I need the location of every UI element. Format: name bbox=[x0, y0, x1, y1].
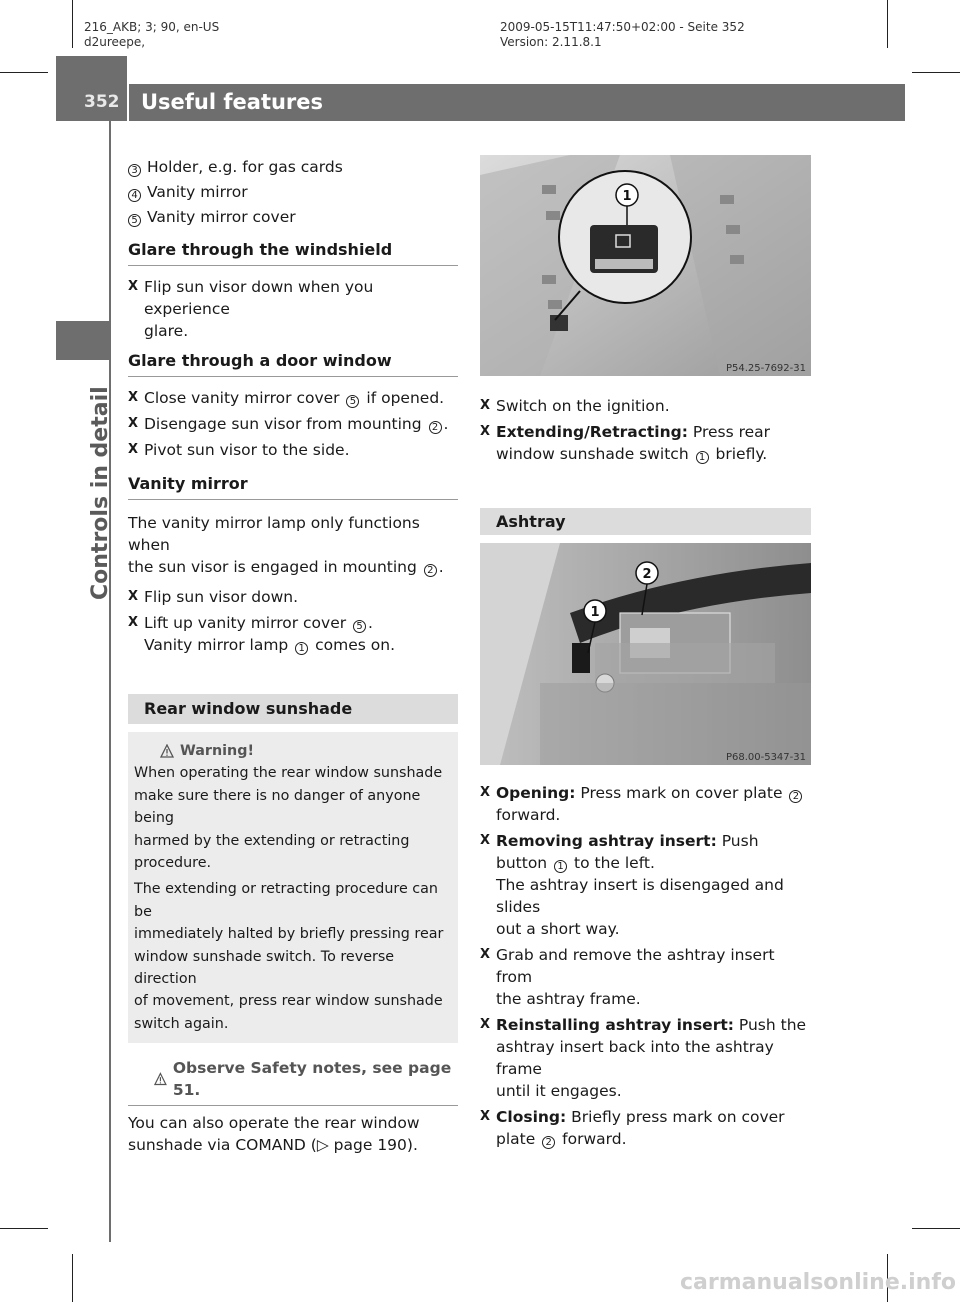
step-text: the ashtray frame. bbox=[496, 990, 641, 1008]
callout-number: 2 bbox=[789, 790, 802, 803]
step-text: comes on. bbox=[315, 636, 396, 654]
warning-title: Warning! bbox=[180, 743, 254, 759]
instruction-step bbox=[128, 439, 458, 461]
sunshade-switch-photo bbox=[480, 155, 811, 376]
step-text: window sunshade switch bbox=[496, 445, 689, 463]
callout-number: 2 bbox=[429, 421, 442, 434]
text-line: When operating the rear window sunshade bbox=[134, 765, 443, 782]
callout-number: 5 bbox=[346, 395, 359, 408]
print-meta-left bbox=[84, 20, 219, 50]
instruction-step bbox=[480, 1014, 815, 1102]
photo-caption: P68.00-5347-31 bbox=[725, 752, 806, 763]
callout-number: 1 bbox=[696, 451, 709, 464]
legend-text: Vanity mirror bbox=[147, 183, 248, 201]
instruction-step bbox=[480, 830, 815, 940]
section-box-heading: Rear window sunshade bbox=[128, 694, 458, 724]
paragraph bbox=[128, 512, 458, 578]
step-label: Closing: bbox=[496, 1108, 567, 1126]
callout-number: 2 bbox=[424, 564, 437, 577]
step-text: forward. bbox=[496, 806, 561, 824]
legend-item bbox=[128, 181, 458, 206]
step-text: glare. bbox=[144, 322, 189, 340]
text-line: the sun visor is engaged in mounting bbox=[128, 558, 417, 576]
instruction-step bbox=[480, 944, 815, 1010]
meta-line: d2ureepe, bbox=[84, 35, 146, 49]
step-label: Opening: bbox=[496, 784, 576, 802]
step-label: Reinstalling ashtray insert: bbox=[496, 1016, 734, 1034]
instruction-step bbox=[480, 782, 815, 826]
text-line: of movement, press rear window sunshade bbox=[134, 993, 443, 1010]
right-column-bottom bbox=[480, 782, 815, 1154]
page-title: Useful features bbox=[141, 90, 324, 114]
legend-item bbox=[128, 156, 458, 181]
step-text: Briefly press mark on cover bbox=[571, 1108, 785, 1126]
legend-list bbox=[128, 156, 458, 231]
step-label: Removing ashtray insert: bbox=[496, 832, 717, 850]
left-column bbox=[128, 156, 458, 1156]
text-line: switch again. bbox=[134, 1015, 229, 1032]
meta-line: 2009-05-15T11:47:50+02:00 - Seite 352 bbox=[500, 20, 745, 34]
crop-mark bbox=[887, 0, 888, 48]
section-tab-label: Controls in detail bbox=[88, 386, 113, 600]
step-text: to the left. bbox=[574, 854, 655, 872]
step-marker-icon: X bbox=[480, 398, 491, 413]
step-text: out a short way. bbox=[496, 920, 620, 938]
section-heading: Vanity mirror bbox=[128, 473, 458, 500]
print-meta-right bbox=[500, 20, 745, 50]
text-line: immediately halted by briefly pressing rear bbox=[134, 926, 444, 943]
warning-box bbox=[128, 732, 458, 1043]
step-text: Push bbox=[721, 832, 759, 850]
instruction-step bbox=[128, 612, 458, 656]
section-heading: Glare through a door window bbox=[128, 350, 458, 377]
crop-mark bbox=[72, 0, 73, 48]
text-line: . bbox=[438, 558, 444, 576]
text-line: You can also operate the rear window bbox=[128, 1114, 420, 1133]
photo-caption: P54.25-7692-31 bbox=[725, 363, 806, 374]
text-line: window sunshade switch. To reverse direction bbox=[134, 948, 395, 988]
step-marker-icon: X bbox=[128, 615, 139, 630]
warning-paragraph bbox=[134, 762, 452, 874]
step-text: Flip sun visor down. bbox=[144, 588, 299, 606]
step-label: Extending/Retracting: bbox=[496, 423, 688, 441]
watermark: carmanualsonline.info bbox=[680, 1270, 956, 1295]
step-marker-icon: X bbox=[128, 416, 139, 431]
photo-illustration bbox=[480, 543, 811, 765]
warning-triangle-icon bbox=[154, 1072, 167, 1086]
step-text: briefly. bbox=[715, 445, 768, 463]
sidebar-white bbox=[56, 121, 109, 321]
ashtray-photo bbox=[480, 543, 811, 765]
instruction-step bbox=[480, 1106, 815, 1150]
text-line: The extending or retracting procedure can be bbox=[134, 881, 438, 920]
step-text: . bbox=[443, 415, 449, 433]
warning-paragraph bbox=[134, 878, 452, 1035]
step-marker-icon: X bbox=[128, 589, 139, 604]
step-marker-icon: X bbox=[480, 424, 491, 439]
legend-text: Holder, e.g. for gas cards bbox=[147, 158, 343, 176]
warning-header bbox=[134, 740, 452, 762]
crop-mark bbox=[912, 1228, 960, 1229]
step-text: Press rear bbox=[692, 423, 771, 441]
step-text: . bbox=[368, 614, 373, 632]
step-text: The ashtray insert is disengaged and slides bbox=[496, 876, 784, 916]
sidebar-white-right bbox=[111, 121, 127, 1242]
step-marker-icon: X bbox=[128, 442, 139, 457]
callout-number: 1 bbox=[554, 860, 567, 873]
step-text: Close vanity mirror cover bbox=[144, 389, 340, 407]
instruction-step bbox=[128, 276, 458, 342]
instruction-step bbox=[128, 413, 458, 435]
step-text: button bbox=[496, 854, 548, 872]
callout-number: 5 bbox=[128, 214, 141, 227]
text-line: sunshade via COMAND (▷ page 190). bbox=[128, 1136, 418, 1155]
step-marker-icon: X bbox=[480, 785, 491, 800]
step-text: if opened. bbox=[366, 389, 445, 407]
callout-number: 4 bbox=[128, 189, 141, 202]
meta-line: Version: 2.11.8.1 bbox=[500, 35, 602, 49]
step-marker-icon: X bbox=[480, 1109, 491, 1124]
section-box-heading: Ashtray bbox=[480, 508, 811, 535]
step-marker-icon: X bbox=[480, 947, 491, 962]
step-text: forward. bbox=[562, 1130, 627, 1148]
text-line: procedure. bbox=[134, 855, 212, 872]
meta-line: 216_AKB; 3; 90, en-US bbox=[84, 20, 220, 34]
text-line: The vanity mirror lamp only functions when bbox=[128, 514, 420, 554]
section-heading: Glare through the windshield bbox=[128, 239, 458, 266]
paragraph bbox=[128, 1112, 458, 1156]
header-top-strip bbox=[56, 56, 127, 84]
step-text: Flip sun visor down when you experience bbox=[144, 278, 374, 318]
legend-text: Vanity mirror cover bbox=[147, 208, 296, 226]
step-text: Grab and remove the ashtray insert from bbox=[496, 946, 775, 986]
crop-mark bbox=[72, 1254, 73, 1302]
safety-note bbox=[128, 1057, 458, 1106]
page-number: 352 bbox=[84, 92, 120, 112]
instruction-step bbox=[128, 586, 458, 608]
step-text: Switch on the ignition. bbox=[496, 397, 670, 415]
instruction-step bbox=[128, 387, 458, 409]
step-text: Lift up vanity mirror cover bbox=[144, 614, 347, 632]
warning-triangle-icon bbox=[160, 744, 174, 758]
callout-number: 3 bbox=[128, 164, 141, 177]
crop-mark bbox=[0, 72, 48, 73]
callout-number: 2 bbox=[542, 1136, 555, 1149]
text-line: harmed by the extending or retracting bbox=[134, 832, 410, 849]
callout-number: 1 bbox=[295, 642, 308, 655]
crop-mark bbox=[912, 72, 960, 73]
step-text: Vanity mirror lamp bbox=[144, 636, 289, 654]
step-text: Disengage sun visor from mounting bbox=[144, 415, 422, 433]
instruction-step bbox=[480, 395, 815, 417]
step-text: ashtray insert back into the ashtray frame bbox=[496, 1038, 774, 1078]
safety-link-text[interactable]: Observe Safety notes, see page 51. bbox=[172, 1059, 452, 1100]
photo-illustration bbox=[480, 155, 811, 376]
instruction-step bbox=[480, 421, 815, 465]
step-marker-icon: X bbox=[480, 833, 491, 848]
callout-label: 1 bbox=[590, 605, 600, 620]
step-text: until it engages. bbox=[496, 1082, 622, 1100]
right-column-top bbox=[480, 395, 815, 469]
crop-mark bbox=[0, 1228, 48, 1229]
callout-label: 1 bbox=[622, 189, 632, 204]
step-marker-icon: X bbox=[128, 279, 139, 294]
step-marker-icon: X bbox=[128, 390, 139, 405]
step-text: plate bbox=[496, 1130, 536, 1148]
callout-label: 2 bbox=[642, 567, 652, 582]
step-text: Push the bbox=[738, 1016, 807, 1034]
text-line: make sure there is no danger of anyone being bbox=[134, 787, 421, 827]
callout-number: 5 bbox=[353, 620, 366, 633]
step-text: Press mark on cover plate bbox=[580, 784, 783, 802]
step-text: Pivot sun visor to the side. bbox=[144, 441, 350, 459]
step-marker-icon: X bbox=[480, 1017, 491, 1032]
legend-item bbox=[128, 206, 458, 231]
